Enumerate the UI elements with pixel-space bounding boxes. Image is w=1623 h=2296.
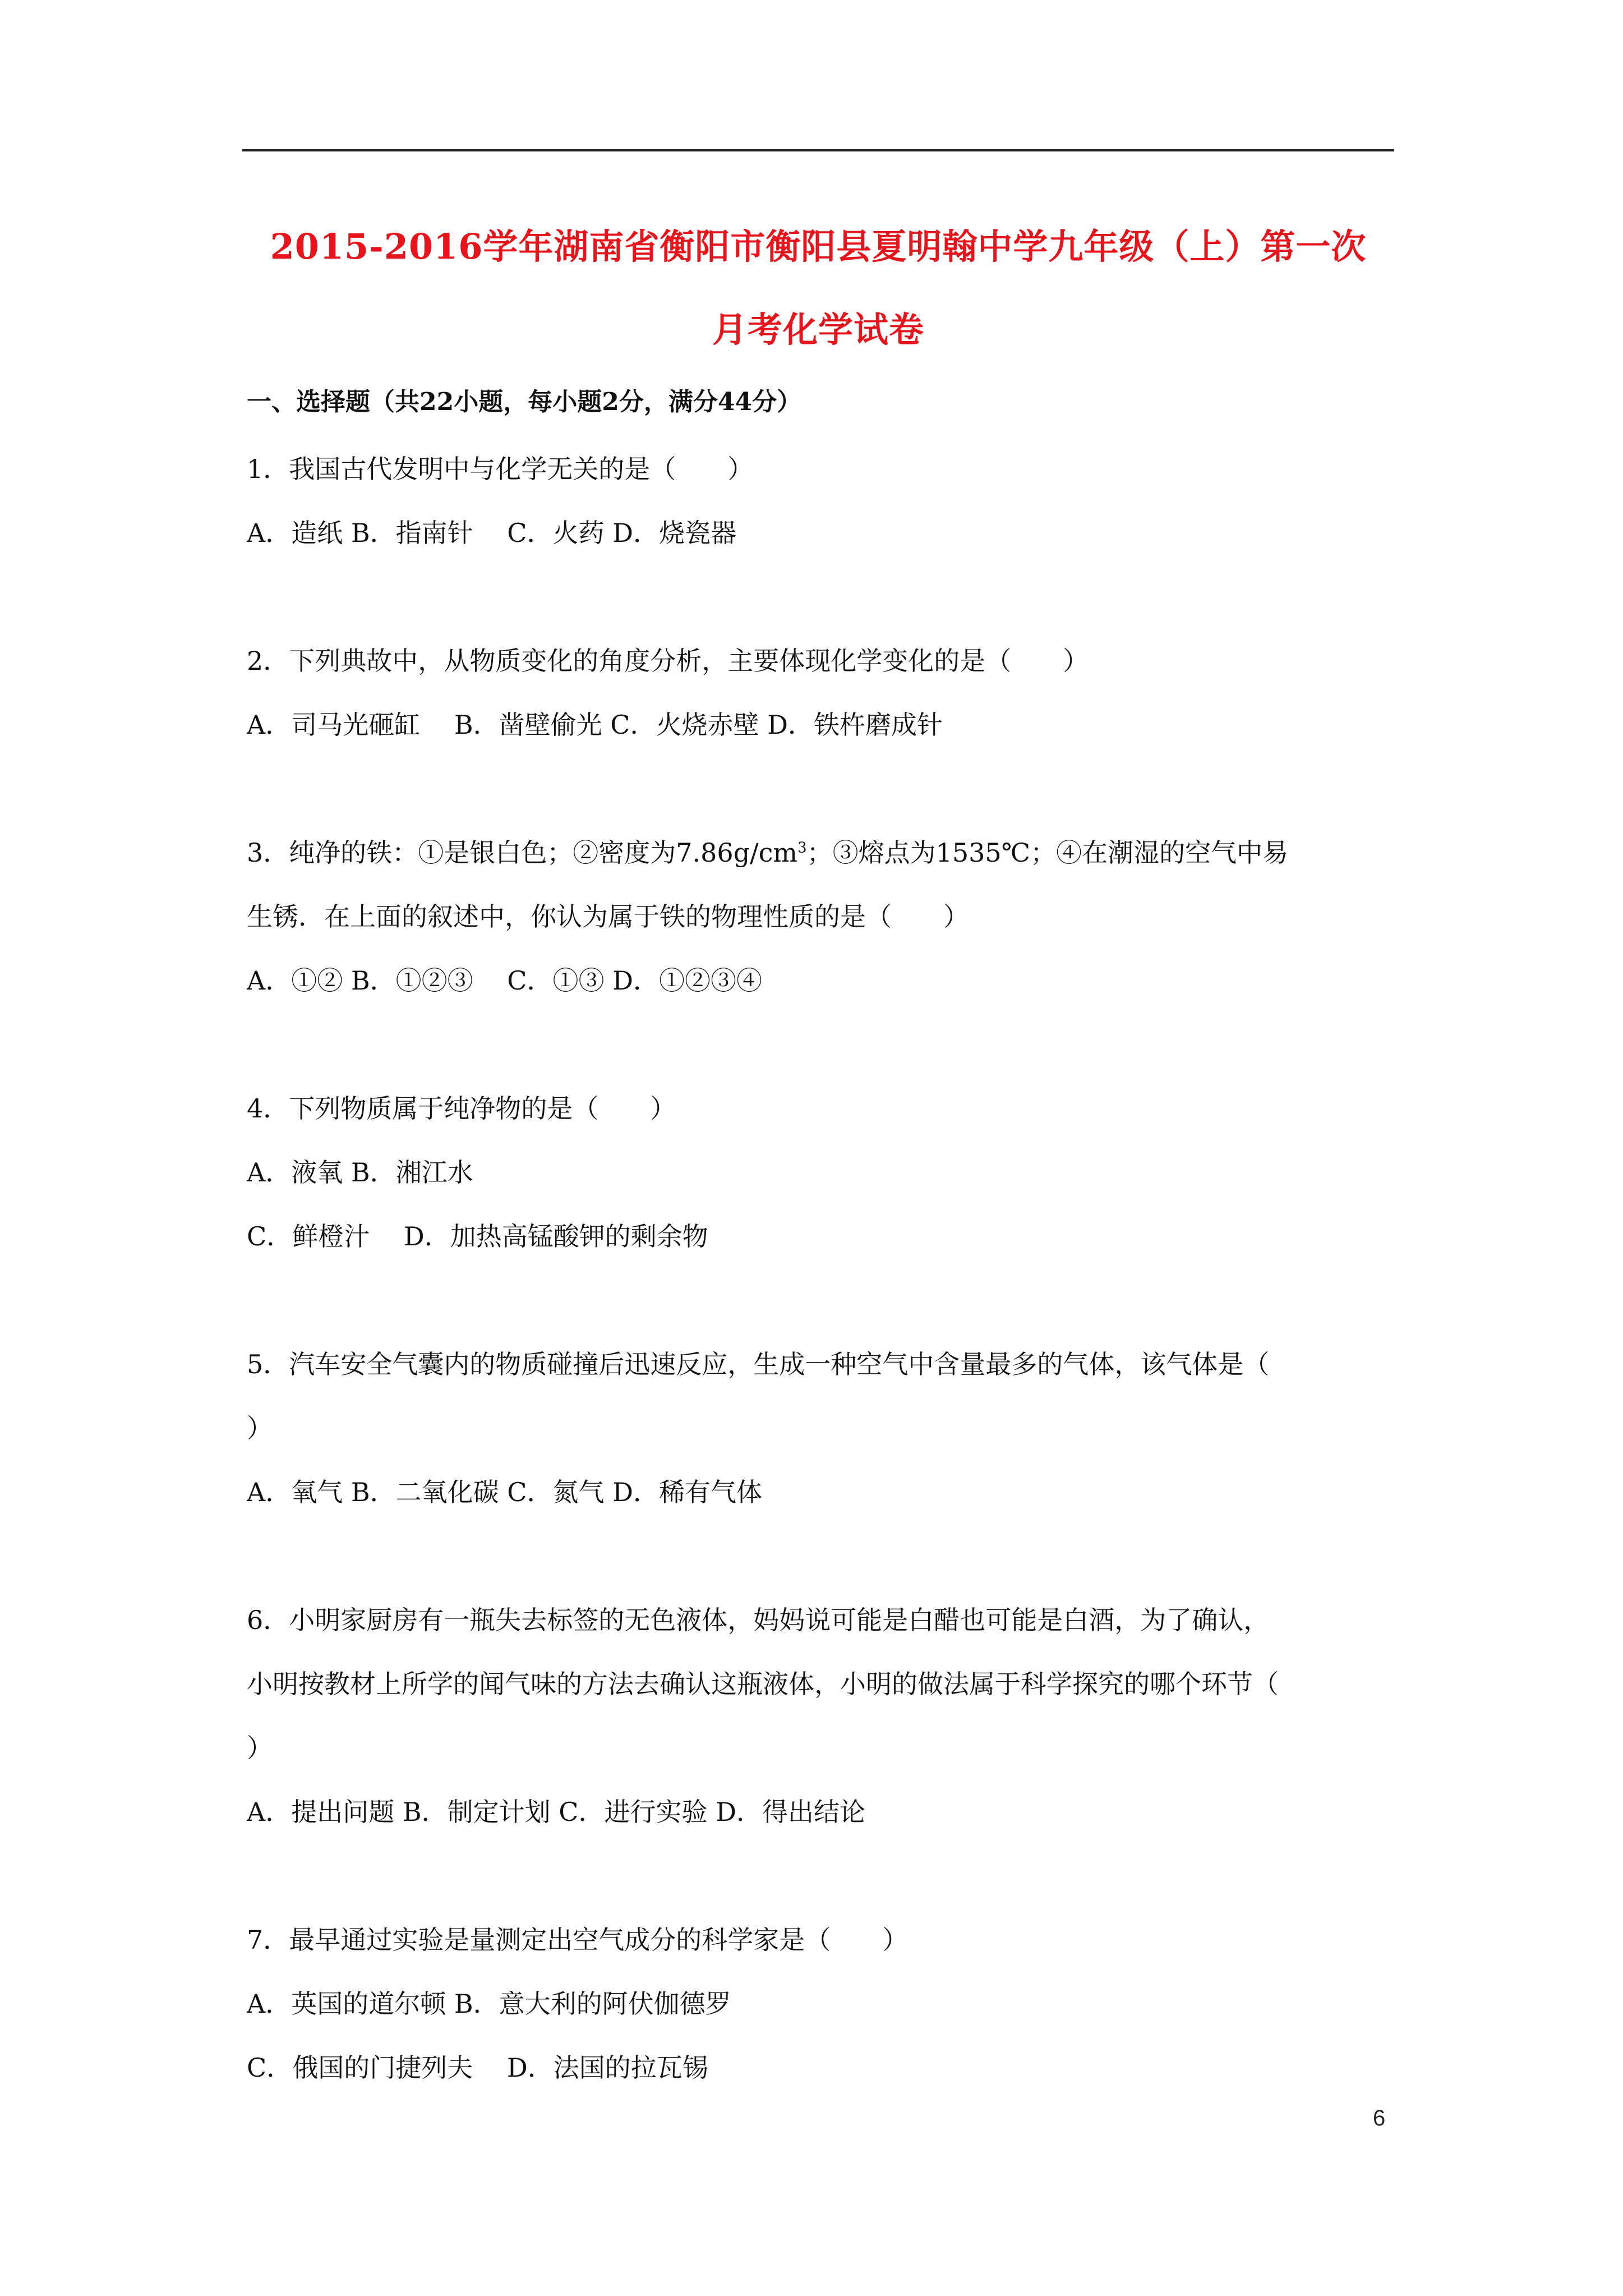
question-6-stem-line-2: 小明按教材上所学的闻气味的方法去确认这瓶液体，小明的做法属于科学探究的哪个环节（	[247, 1669, 1279, 1699]
question-1-options: A．造纸 B．指南针 C．火药 D．烧瓷器	[247, 518, 736, 548]
question-3-options: A．①② B．①②③ C．①③ D．①②③④	[247, 965, 762, 996]
question-3-stem-b: ；③熔点为1535℃；④在潮湿的空气中易	[806, 838, 1289, 868]
question-4-options-2: C．鲜橙汁 D．加热高锰酸钾的剩余物	[247, 1221, 708, 1251]
question-3-stem	[247, 832, 1288, 869]
exam-title-line-1: 2015-2016学年湖南省衡阳市衡阳县夏明翰中学九年级（上）第一次	[270, 226, 1367, 267]
question-3-stem-line-2: 生锈．在上面的叙述中，你认为属于铁的物理性质的是（ ）	[247, 901, 969, 932]
question-7-options-1: A．英国的道尔顿 B．意大利的阿伏伽德罗	[247, 1989, 731, 2019]
question-5-stem: 5．汽车安全气囊内的物质碰撞后迅速反应，生成一种空气中含量最多的气体，该气体是（	[247, 1349, 1270, 1379]
question-2-stem: 2．下列典故中，从物质变化的角度分析，主要体现化学变化的是（ ）	[247, 646, 1089, 676]
page-number: 6	[1373, 2106, 1386, 2131]
section-heading: 一、选择题（共22小题，每小题2分，满分44分）	[247, 388, 802, 416]
header-rule	[242, 149, 1394, 151]
superscript-3: 3	[797, 839, 807, 857]
question-1-stem: 1．我国古代发明中与化学无关的是（ ）	[247, 454, 754, 484]
question-4-options-1: A．液氧 B．湘江水	[247, 1157, 473, 1188]
question-6-stem-line-3: ）	[247, 1733, 273, 1763]
question-7-options-2: C．俄国的门捷列夫 D．法国的拉瓦锡	[247, 2053, 708, 2083]
question-2-options: A．司马光砸缸 B．凿壁偷光 C．火烧赤壁 D．铁杵磨成针	[247, 710, 943, 740]
question-7-stem: 7．最早通过实验是量测定出空气成分的科学家是（ ）	[247, 1925, 909, 1955]
exam-title-line-2: 月考化学试卷	[712, 309, 924, 350]
question-6-options: A．提出问题 B．制定计划 C．进行实验 D．得出结论	[247, 1797, 865, 1827]
question-5-stem-line-2: ）	[247, 1413, 273, 1443]
question-3-stem-a: 3．纯净的铁：①是银白色；②密度为7.86g/cm	[247, 838, 798, 868]
question-6-stem: 6．小明家厨房有一瓶失去标签的无色液体，妈妈说可能是白醋也可能是白酒，为了确认，	[247, 1605, 1270, 1635]
question-5-options: A．氧气 B．二氧化碳 C．氮气 D．稀有气体	[247, 1477, 762, 1507]
question-4-stem: 4．下列物质属于纯净物的是（ ）	[247, 1093, 676, 1124]
